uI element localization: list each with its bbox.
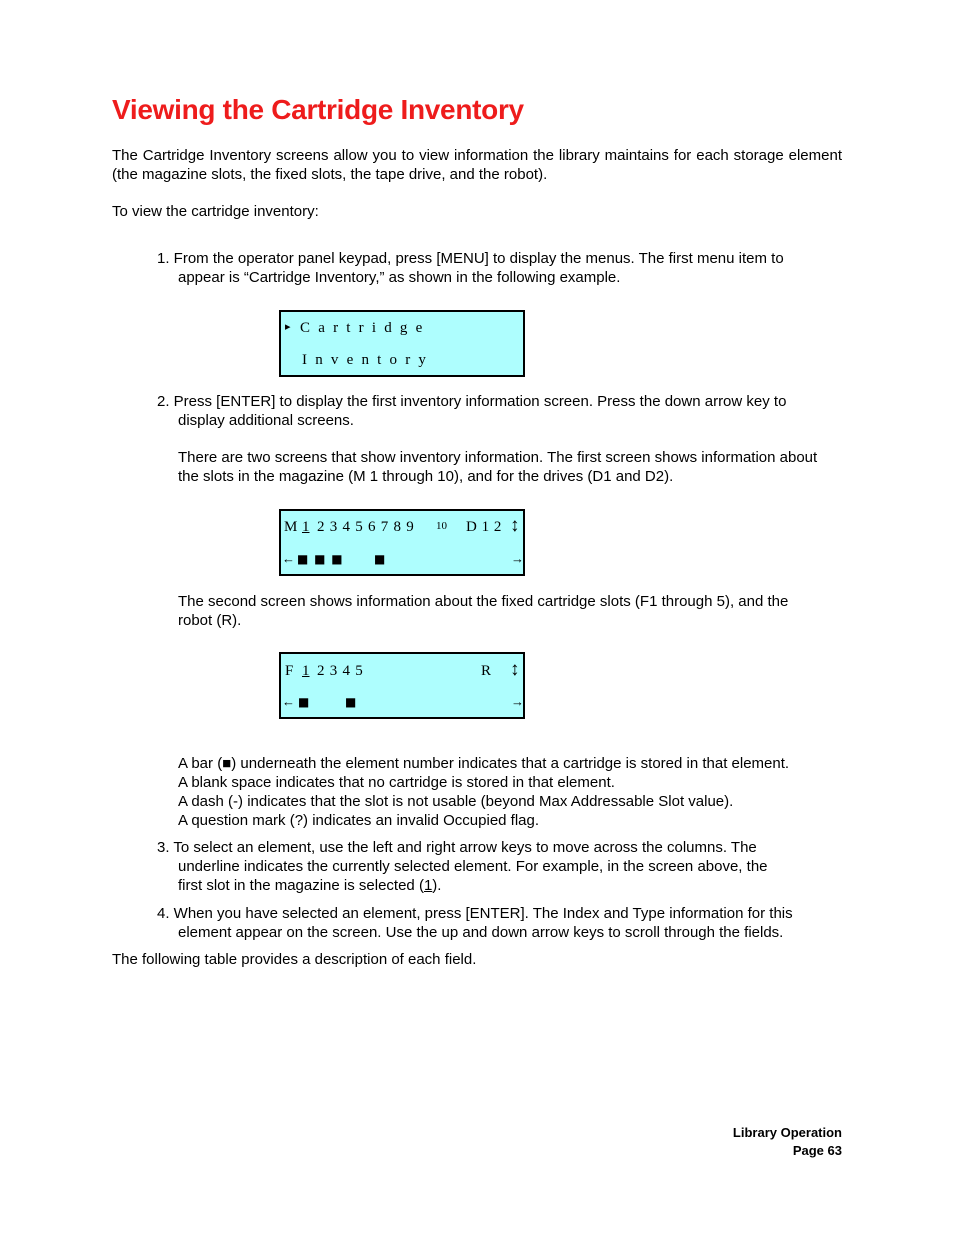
step-2-line2: display additional screens. — [178, 412, 354, 429]
step-1-line2: appear is “Cartridge Inventory,” as shown in the following example. — [178, 269, 621, 286]
lcd-fixed-mark-b: ■ — [345, 695, 357, 709]
legend-dash: A dash (-) indicates that the slot is not usable (beyond Max Addressable Slot value). — [178, 793, 734, 810]
step-4 — [157, 904, 827, 942]
left-arrow-icon: ← — [282, 551, 295, 566]
step-2 — [157, 392, 827, 430]
two-screens-text: There are two screens that show inventory information. The first screen shows information about the slots in the magazine (M 1 through 10), and for the drives (D1 and D2). — [178, 449, 818, 485]
legend-bar: A bar (■) underneath the element number indicates that a cartridge is stored in that element. — [178, 755, 790, 772]
step-2-line1: 2. Press [ENTER] to display the first inventory information screen. Press the down arrow key to — [157, 393, 787, 410]
step-3-line3: first slot in the magazine is selected (1). — [178, 877, 442, 894]
step-4-line1: 4. When you have selected an element, press [ENTER]. The Index and Type information for this — [157, 905, 793, 922]
lcd-slot-ten: 10 — [436, 520, 447, 532]
page-title: Viewing the Cartridge Inventory — [112, 94, 524, 125]
to-view-text: To view the cartridge inventory: — [112, 203, 319, 220]
lcd-occupied-marks-b: ■ — [374, 552, 386, 566]
lcd-magazine-label: M — [284, 519, 298, 535]
lcd-magazine-screen — [279, 509, 525, 576]
legend-list — [178, 754, 828, 830]
lcd-menu-line2: Inventory — [302, 352, 435, 368]
lcd-drives: D 1 2 — [466, 519, 502, 535]
menu-pointer-icon: ▸ — [285, 321, 291, 333]
selected-element-example: 1 — [423, 877, 433, 894]
page-footer — [733, 1124, 842, 1160]
legend-question: A question mark (?) indicates an invalid Occupied flag. — [178, 812, 540, 829]
step-4-line2: element appear on the screen. Use the up and down arrow keys to scroll through the fields. — [178, 924, 784, 941]
right-arrow-icon: → — [511, 694, 524, 709]
step-1-line1: 1. From the operator panel keypad, press [MENU] to display the menus. The first menu item to — [157, 250, 784, 267]
second-screen-text: The second screen shows information about the fixed cartridge slots (F1 through 5), and the robot (R). — [178, 593, 789, 629]
lcd-magazine-slots: 2 3 4 5 6 7 8 9 — [317, 519, 414, 535]
lcd-occupied-marks-a: ■ ■ ■ — [297, 552, 343, 566]
step-1 — [157, 249, 827, 287]
left-arrow-icon: ← — [282, 694, 295, 709]
right-arrow-icon: → — [511, 551, 524, 566]
lcd-fixed-slots: 2 3 4 5 — [317, 663, 363, 679]
lcd-fixed-mark-a: ■ — [298, 695, 310, 709]
lcd-robot-label: R — [481, 663, 492, 679]
lcd-menu-line1: Cartridge — [300, 320, 431, 336]
updown-arrow-icon: ↕ — [510, 659, 520, 680]
lcd-menu-screen — [279, 310, 525, 377]
updown-arrow-icon: ↕ — [510, 515, 520, 536]
footer-section: Library Operation — [732, 1125, 842, 1140]
step-3-line1: 3. To select an element, use the left and right arrow keys to move across the columns. The — [157, 839, 757, 856]
lcd-selected-slot: 1 — [302, 519, 310, 535]
footer-page-number: Page 63 — [792, 1143, 842, 1158]
lcd-fixed-screen — [279, 652, 525, 719]
lcd-fixed-selected: 1 — [302, 663, 310, 679]
step-3 — [157, 838, 827, 895]
lcd-fixed-label: F — [285, 663, 294, 679]
step-3-line2: underline indicates the currently selected element. For example, in the screen above, the — [178, 858, 768, 875]
intro-paragraph: The Cartridge Inventory screens allow you to view information the library maintains for each storage element (the magazine slots, the fixed slots, the tape drive, and the robot). — [112, 147, 842, 183]
legend-blank: A blank space indicates that no cartridge is stored in that element. — [178, 774, 615, 791]
closing-text: The following table provides a description of each field. — [112, 951, 477, 968]
